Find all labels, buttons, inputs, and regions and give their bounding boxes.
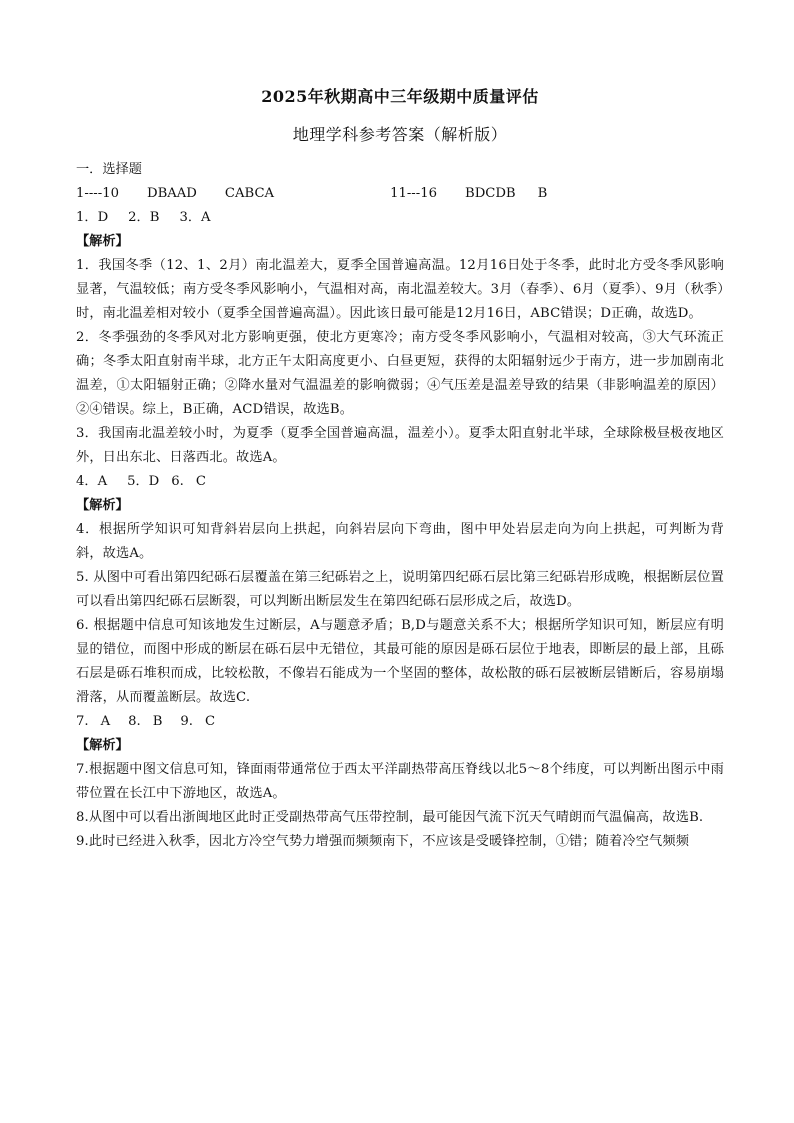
answer-item: 6.: [171, 474, 184, 489]
analysis-paragraph-3: 3．我国南北温差较小时，为夏季（夏季全国普遍高温，温差小）。夏季太阳直射北半球，全球除极昼极夜地区外，日出东北、日落西北。故选A。: [76, 426, 724, 465]
answer-group-3: BDCDB: [465, 186, 516, 201]
document-title: 2025年秋期高中三年级期中质量评估: [261, 87, 539, 106]
answer-item: 4．A: [76, 474, 108, 489]
analysis-paragraph-4: 4．根据所学知识可知背斜岩层向上拱起，向斜岩层向下弯曲，图中甲处岩层走向为向上拱起，可判断为背斜，故选A。: [76, 522, 724, 561]
answer-item: C: [205, 714, 216, 729]
answer-key-line: [76, 182, 724, 206]
answers-1-3: [76, 206, 724, 230]
answer-item: 1．D: [76, 210, 109, 225]
analysis-label: 【解析】: [76, 234, 129, 249]
analysis-paragraph-9: 9.此时已经进入秋季，因北方冷空气势力增强而频频南下，不应该是受暖锋控制，①错；随着冷空气频频: [76, 834, 690, 849]
analysis-paragraph-8: 8.从图中可以看出浙闽地区此时正受副热带高气压带控制，最可能因气流下沉天气晴朗而气温偏高，故选B.: [76, 810, 704, 825]
analysis-paragraph-2: 2．冬季强劲的冬季风对北方影响更强，使北方更寒冷；南方受冬季风影响小，气温相对较高，③大气环流正确；冬季太阳直射南半球，北方正午太阳高度更小、白昼更短，获得的太阳辐射远少于南方，进一步加剧南北温差，①太阳辐射正确；②降水量对气温温差的影响微弱；④气压差是温差导致的结果（非影响温差的原因）②④错误。综上，B正确，ACD错误，故选B。: [76, 330, 724, 417]
document-body: [76, 158, 724, 854]
answer-range-2: 11---16: [390, 186, 437, 201]
answer-group-1: DBAAD: [147, 186, 197, 201]
answer-range-1: 1----10: [76, 186, 119, 201]
answer-group-2: CABCA: [224, 186, 275, 201]
answer-item: 7.: [76, 714, 89, 729]
answer-item: A: [100, 714, 111, 729]
answer-item: 5．D: [127, 474, 160, 489]
answers-4-6: [76, 470, 724, 494]
answer-item: 9.: [180, 714, 194, 729]
answer-item: 2．B: [128, 210, 160, 225]
analysis-label: 【解析】: [76, 738, 129, 753]
answer-item: C: [195, 474, 206, 489]
analysis-paragraph-7: 7.根据题中图文信息可知，锋面雨带通常位于西太平洋副热带高压脊线以北5～8个纬度，可以判断出图示中雨带位置在长江中下游地区，故选A。: [76, 762, 724, 801]
analysis-paragraph-5: 5. 从图中可看出第四纪砾石层覆盖在第三纪砾岩之上，说明第四纪砾石层比第三纪砾岩形成晚，根据断层位置可以看出第四纪砾石层断裂，可以判断出断层发生在第四纪砾石层形成之后，故选D。: [76, 570, 724, 609]
answer-item: 3．A: [179, 210, 211, 225]
section-heading: 一．选择题: [76, 162, 142, 177]
answer-item: B: [152, 714, 163, 729]
analysis-label: 【解析】: [76, 498, 129, 513]
answers-7-9: [76, 710, 724, 734]
document-subtitle: 地理学科参考答案（解析版）: [292, 125, 508, 144]
answer-group-4: B: [537, 186, 548, 201]
answer-item: 8.: [128, 714, 141, 729]
analysis-paragraph-6: 6. 根据题中信息可知该地发生过断层，A与题意矛盾；B,D与题意关系不大；根据所学知识可知，断层应有明显的错位，而图中形成的断层在砾石层中无错位，其最可能的原因是砾石层位于地表，即断层的最上部，且砾石层是砾石堆积而成，比较松散，不像岩石能成为一个坚固的整体，故松散的砾石层被断层错断后，容易崩塌滑落，从而覆盖断层。故选C.: [76, 618, 724, 705]
analysis-paragraph-1: 1．我国冬季（12、1、2月）南北温差大，夏季全国普遍高温。12月16日处于冬季，此时北方受冬季风影响显著，气温较低；南方受冬季风影响小，气温相对高，南北温差较大。3月（春季）、6月（夏季）、9月（秋季）时，南北温差相对较小（夏季全国普遍高温）。因此该日最可能是12月16日，ABC错误；D正确，故选D。: [76, 258, 724, 321]
